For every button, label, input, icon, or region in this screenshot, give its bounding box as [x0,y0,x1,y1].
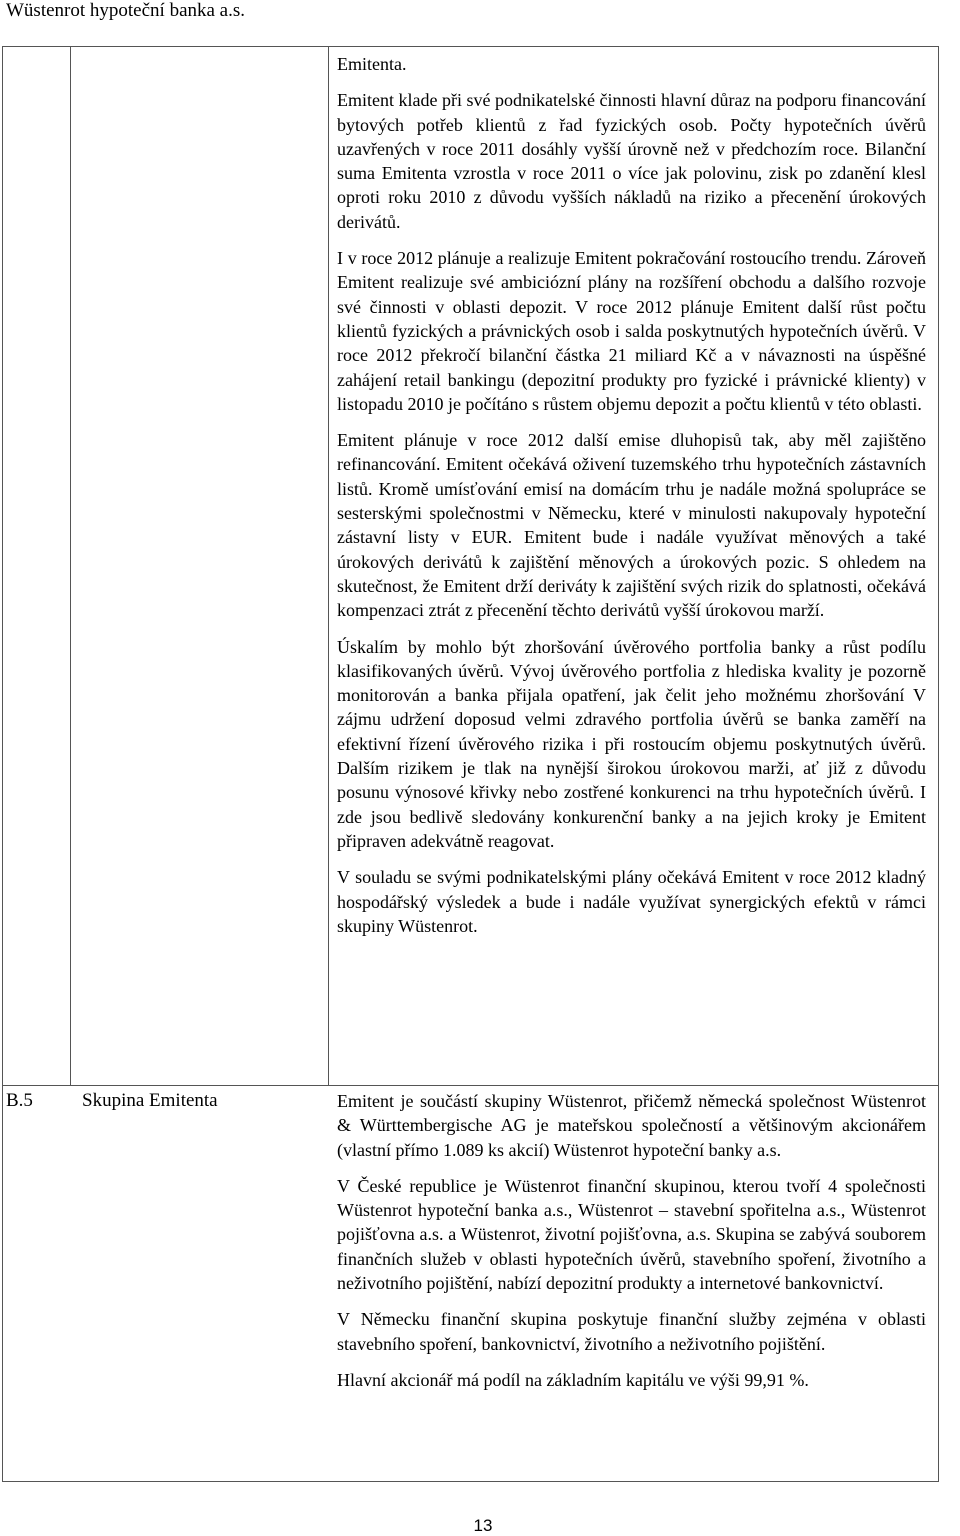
paragraph: Emitent klade při své podnikatelské činnosti hlavní důraz na podporu financování bytových potřeb klientů z řad fyzických osob. Počty hypotečních úvěrů uzavřených v roce 2011 dosáhly vyšší úrovně než v předchozím roce. Bilanční suma Emitenta vzrostla v roce 2011 o více jak polovinu, zisk po zdanění klesl oproti roku 2010 z důvodu vyšších nákladů na riziko a přecenění úrokových derivátů. [337,90,926,232]
section-number: B.5 [6,1090,33,1111]
section-title: Skupina Emitenta [82,1090,218,1111]
column-divider [70,46,71,1086]
paragraph: Úskalím by mohlo být zhoršování úvěrového portfolia banky a růst podílu klasifikovaných úvěrů. Vývoj úvěrového portfolia z hlediska kvality je pozorně monitorován a banka přijala opatření, jak čelit jeho možnému zhoršování V zájmu udržení doposud velmi zdravého portfolia úvěrů se banka zaměří na efektivní řízení úvěrového rizika i při rostoucím objemu poskytnutých úvěrů. Dalším rizikem je tlak na nynější širokou úrokovou marži, ať již z důvodu posunu výnosové křivky nebo zostřené konkurenci na trhu hypotečních úvěrů. I zde jsou bedlivě sledovány konkurenční banky a na jejich kroky je Emitent připraven adekvátně reagovat. [337,636,926,851]
paragraph: Emitent plánuje v roce 2012 další emise dluhopisů tak, aby měl zajištěno refinancování. Emitent očekává oživení tuzemského trhu hypotečních zástavních listů. Kromě umísťování emisí na domácím trhu je nadále možná spolupráce se sesterskými společnostmi v Německu, které v minulosti nakupovaly hypoteční zástavní listy v EUR. Emitent bude i nadále využívat měnových a také úrokových derivátů k zajištění měnových a úrokových pozic. S ohledem na skutečnost, že Emitent drží deriváty k zajištění svých rizik do splatnosti, očekává kompenzaci ztrát z přecenění těchto derivátů vyšší úrokovou marží. [337,430,926,621]
paragraph: Emitenta. [337,54,407,74]
paragraph: V souladu se svými podnikatelskými plány očekává Emitent v roce 2012 kladný hospodářský výsledek a bude i nadále využívat synergických efektů v rámci skupiny Wüstenrot. [337,867,926,936]
paragraph: Hlavní akcionář má podíl na základním kapitálu ve výši 99,91 %. [337,1369,809,1390]
paragraph: Emitent je součástí skupiny Wüstenrot, přičemž německá společnost Wüstenrot & Württembergische AG je mateřskou společností a většinovým akcionářem (vlastní přímo 1.089 ks akcií) Wüstenrot hypoteční banky a.s. [337,1091,926,1160]
paragraph: I v roce 2012 plánuje a realizuje Emitent pokračování rostoucího trendu. Zároveň Emitent realizuje své ambiciózní plány na rozšíření obchodu a dalšího rozvoje své činnosti v oblasti depozit. V roce 2012 plánuje Emitent další růst počtu klientů fyzických a právnických osob i salda poskytnutých hypotečních úvěrů. V roce 2012 překročí bilanční částka 21 miliard Kč a v návaznosti na úspěšné zahájení retail bankingu (depozitní produkty pro fyzické i právnické klienty) v listopadu 2010 je počítáno s růstem objemu depozit a počtu klientů v této oblasti. [337,248,926,414]
paragraph: V České republice je Wüstenrot finanční skupinou, kterou tvoří 4 společnosti Wüstenrot hypoteční banka a.s., Wüstenrot – stavební spořitelna a.s., Wüstenrot pojišťovna a.s. a Wüstenrot, životní pojišťovna, a.s. Skupina se zabývá souborem finančních služeb v oblasti hypotečních úvěrů, stavebního spoření, životního a neživotního pojištění, nabízí depozitní produkty a internetové bankovnictví. [337,1175,926,1294]
column-divider [328,46,329,1086]
page-number-container [0,1516,960,1536]
page-number: 13 [473,1516,493,1535]
section-b5-content [337,1089,926,1404]
paragraph: V Německu finanční skupina poskytuje finanční služby zejména v oblasti stavebního spoření, bankovnictví, životního a neživotního pojištění. [337,1309,926,1354]
document-header: Wüstenrot hypoteční banka a.s. [6,0,246,21]
section-top-content [337,52,926,950]
row-divider [2,1085,939,1086]
